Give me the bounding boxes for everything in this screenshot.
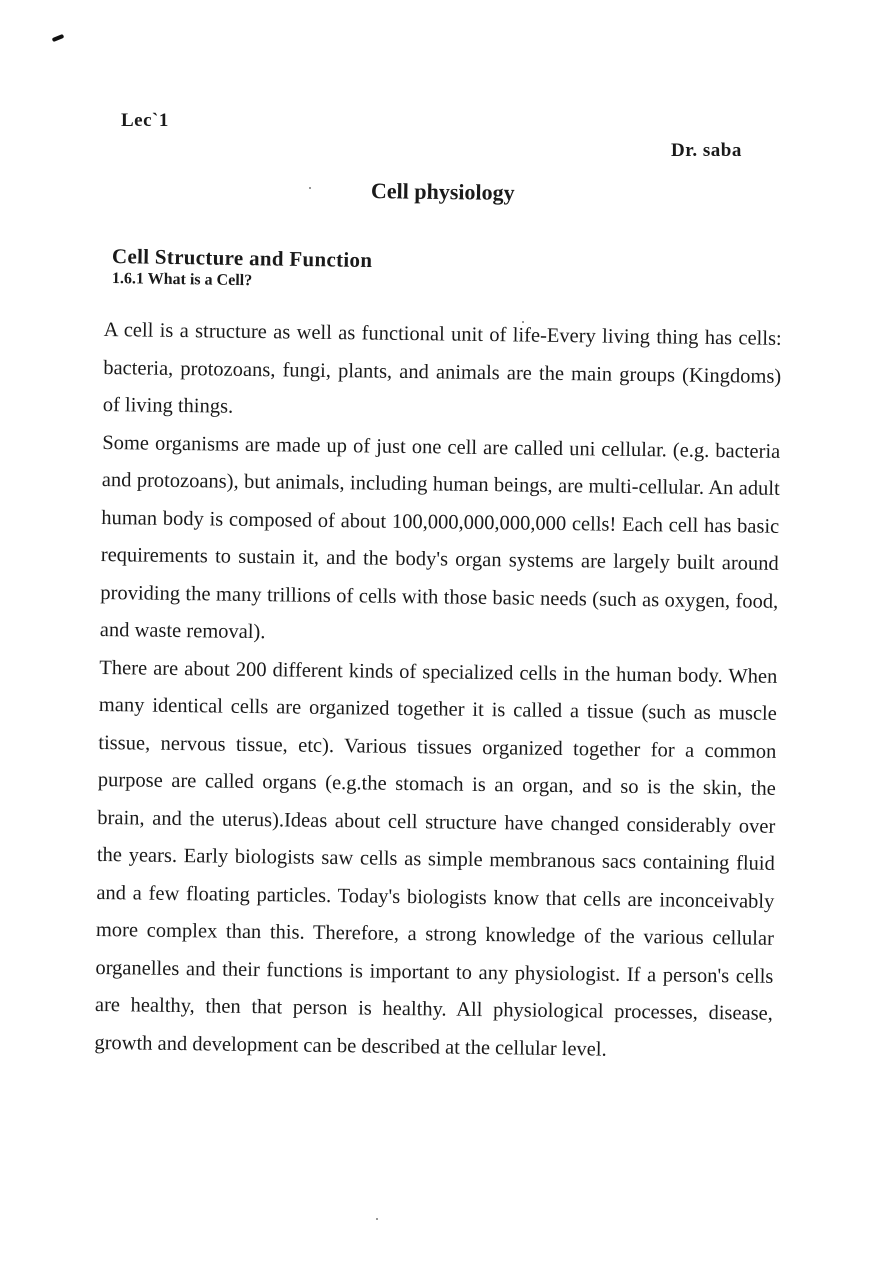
- author-name: Dr. saba: [671, 140, 742, 161]
- body-text: [94, 312, 782, 1071]
- paragraph: A cell is a structure as well as functional unit of life-Every living thing has cells: bacteria, protozoans, fungi, plants, and animals are the main groups (Kingdoms) of living things.: [102, 318, 782, 418]
- paragraph: Some organisms are made up of just one cell are called uni cellular. (e.g. bacteria and protozoans), but animals, including human beings, are multi-cellular. An adult human body is composed of about 100,000,000,000,000 cells! Each cell has basic requirements to sustain it, and the body's organ systems are largely built around providing the many trillions of cells with those basic needs (such as oxygen, food, and waste removal).: [99, 431, 781, 644]
- lecture-number: Lec`1: [121, 110, 169, 131]
- subsection-heading: 1.6.1 What is a Cell?: [111, 270, 253, 290]
- page-title: Cell physiology: [370, 178, 515, 206]
- section-heading: Cell Structure and Function: [111, 244, 373, 273]
- scan-speck: [376, 1218, 378, 1220]
- scan-mark: [52, 34, 65, 42]
- paragraph: There are about 200 different kinds of specialized cells in the human body. When many identical cells are organized together it is called a tissue (such as muscle tissue, nervous tissue, etc). Various tissues organized together for a common purpose are called organs (e.g.the stomach is an organ, and so is the skin, the brain, and the uterus).Ideas about cell structure have changed considerably over the years. Early biologists saw cells as simple membranous sacs containing fluid and a few floating particles. Today's biologists know that cells are inconceivably more complex than this. Therefore, a strong knowledge of the various cellular organelles and their functions is important to any physiologist. If a person's cells are healthy, then that person is healthy. All physiological processes, disease, growth and development can be described at the cellular level.: [94, 656, 778, 1061]
- scan-speck: [309, 187, 311, 189]
